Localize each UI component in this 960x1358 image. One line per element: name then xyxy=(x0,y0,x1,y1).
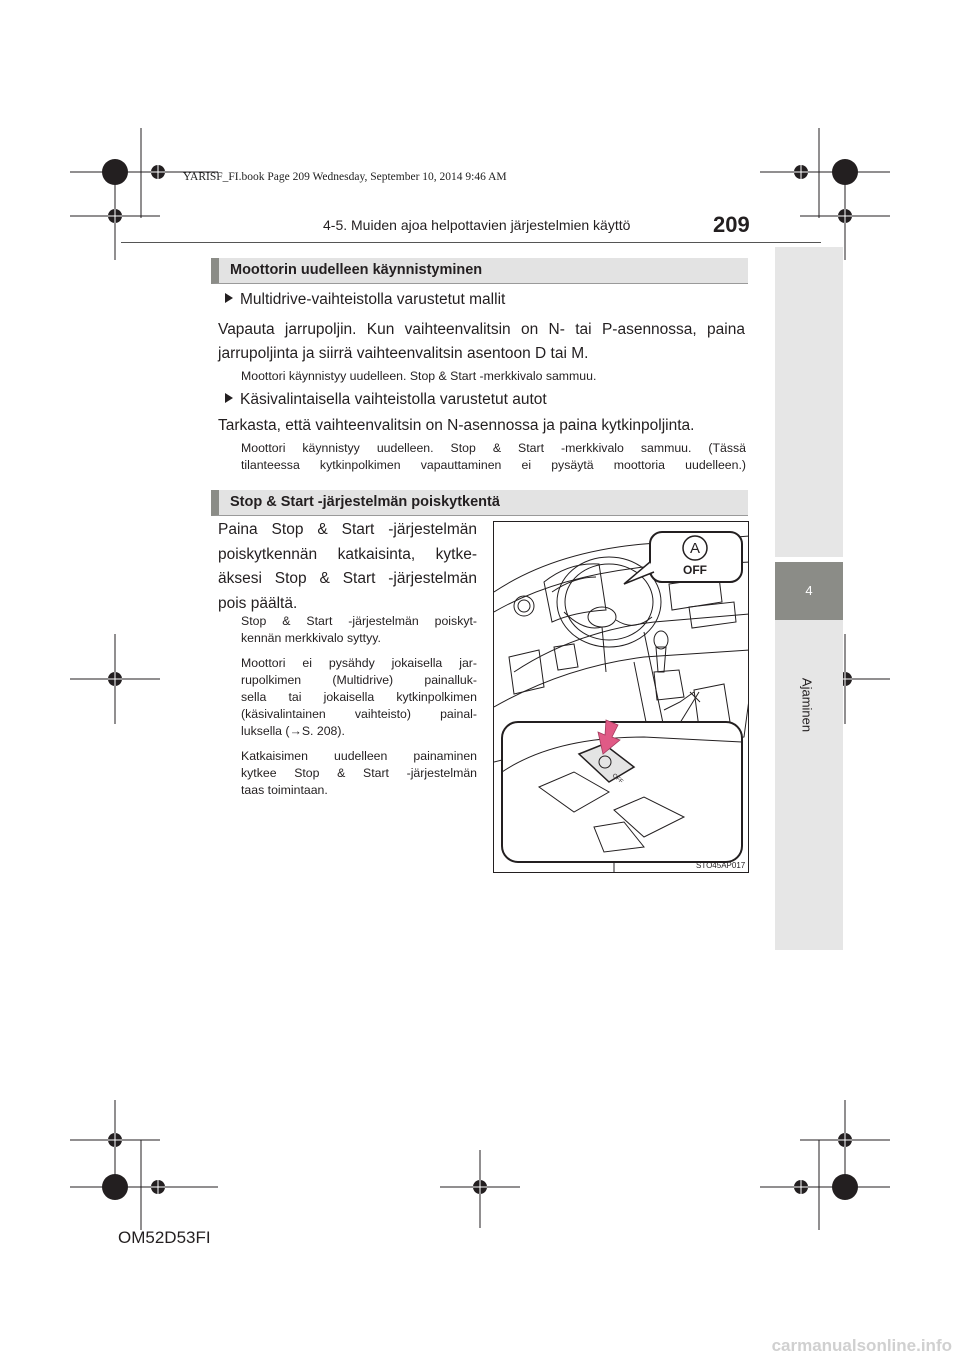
section-heading-restart xyxy=(211,258,748,284)
chapter-title: 4-5. Muiden ajoa helpottavien järjestelmien käyttö xyxy=(323,217,631,233)
note-indicator xyxy=(241,613,477,647)
side-tab-top xyxy=(775,247,843,557)
paragraph-disable xyxy=(218,518,477,616)
page-number: 209 xyxy=(713,212,750,237)
paragraph-line: Vapauta jarrupoljin. Kun vaihteenvalitsin on N- tai P-asennossa, paina xyxy=(218,321,745,338)
paragraph-line: äksesi Stop & Start -järjestelmän xyxy=(218,570,477,587)
dashboard-drawing xyxy=(494,522,749,873)
section-heading-restart-text: Moottorin uudelleen käynnistyminen xyxy=(230,262,483,278)
watermark-text: carmanualsonline.info xyxy=(771,1336,952,1355)
footer-code: OM52D53FI xyxy=(118,1228,211,1247)
callout-off-text: OFF xyxy=(683,563,707,577)
paragraph-manual: Tarkasta, että vaihteenvalitsin on N-asennossa ja paina kytkinpoljinta. xyxy=(218,417,695,434)
dashboard-illustration xyxy=(493,521,749,873)
note-line: Katkaisimen uudelleen painaminen xyxy=(241,749,477,763)
note-line: kennän merkkivalo syttyy. xyxy=(241,631,381,645)
note-line: (käsivalintainen vaihteisto) painal- xyxy=(241,707,477,721)
switch-off-text: OFF xyxy=(610,772,624,786)
section-heading-disable-text: Stop & Start -järjestelmän poiskytkentä xyxy=(230,494,500,510)
chapter-tab-label: Ajaminen xyxy=(799,677,815,733)
note-line: luksella (→S. 208). xyxy=(241,724,345,738)
note-manual xyxy=(241,440,746,474)
paragraph-line: jarrupoljinta ja siirrä vaihteenvalitsin asentoon D tai M. xyxy=(218,345,589,362)
note-line: Stop & Start -järjestelmän poiskyt- xyxy=(241,614,477,628)
triangle-bullet-icon xyxy=(225,293,233,303)
watermark xyxy=(0,1335,960,1358)
triangle-bullet-icon xyxy=(225,393,233,403)
bullet-manual xyxy=(225,391,547,409)
section-heading-disable xyxy=(211,490,748,516)
note-reenable xyxy=(241,748,477,799)
bullet-multidrive-text: Multidrive-vaihteistolla varustetut mallit xyxy=(240,291,506,308)
paragraph-line: pois päältä. xyxy=(218,594,298,612)
callout-letter: A xyxy=(689,540,701,557)
note-line: tilanteessa kytkinpolkimen vapauttaminen ei pysäytä moottoria uudelleen.) xyxy=(241,458,746,472)
paragraph-line: poiskytkennän katkaisinta, kytke- xyxy=(218,545,477,563)
note-multidrive: Moottori käynnistyy uudelleen. Stop & Start -merkkivalo sammuu. xyxy=(241,369,597,383)
note-no-stop xyxy=(241,655,477,740)
figure-code: STO45AP017 xyxy=(696,861,746,870)
paragraph-line: Paina Stop & Start -järjestelmän xyxy=(218,521,477,538)
paragraph-multidrive xyxy=(218,318,745,366)
note-line: Moottori käynnistyy uudelleen. Stop & Start -merkkivalo sammuu. (Tässä xyxy=(241,441,746,455)
print-info: YARISF_FI.book Page 209 Wednesday, September 10, 2014 9:46 AM xyxy=(183,171,507,183)
bullet-multidrive xyxy=(225,291,505,309)
note-line: rupolkimen (Multidrive) painalluk- xyxy=(241,673,477,687)
bullet-manual-text: Käsivalintaisella vaihteistolla varustetut autot xyxy=(240,391,547,408)
note-line: taas toimintaan. xyxy=(241,783,328,797)
header-rule xyxy=(121,242,821,243)
chapter-tab-number: 4 xyxy=(775,562,843,620)
note-line: sella tai jokaisella kytkinpolkimen xyxy=(241,690,477,704)
note-line: Moottori ei pysähdy jokaisella jar- xyxy=(241,656,477,670)
note-line: kytkee Stop & Start -järjestelmän xyxy=(241,766,477,780)
chapter-tab-label-box xyxy=(772,660,842,750)
